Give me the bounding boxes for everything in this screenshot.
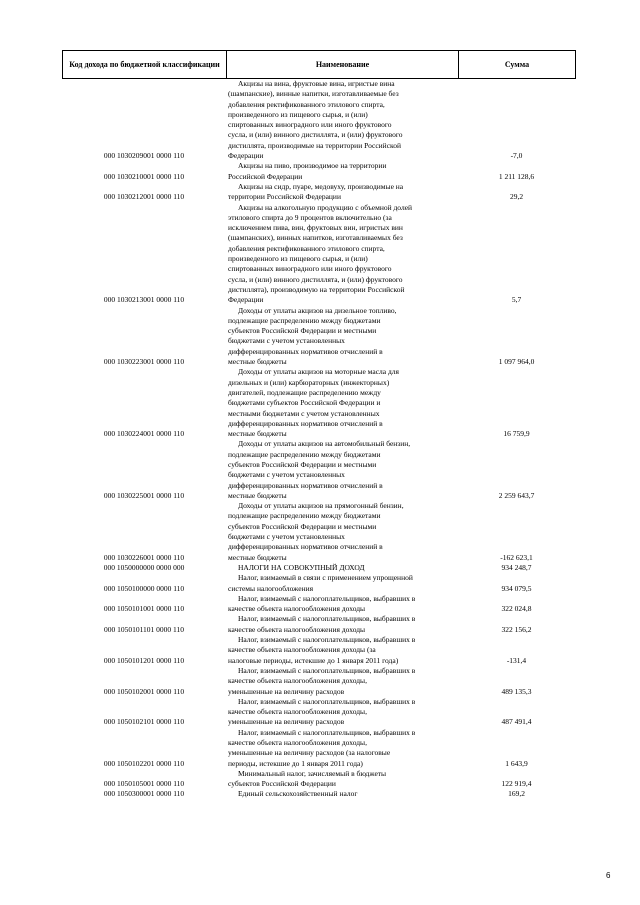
row-name-line: местные бюджеты — [228, 490, 287, 500]
row-name-line: подлежащие распределению между бюджетами — [228, 511, 381, 521]
row-name-line: качестве объекта налогообложения доходы, — [228, 676, 367, 686]
row-name-line: Налог, взимаемый с налогоплательщиков, выбравших в — [238, 614, 416, 624]
row-name-line: дизельных и (или) карбюраторных (инжекторных) — [228, 377, 390, 387]
row-name-line: качестве объекта налогообложения доходы, — [228, 707, 367, 717]
row-name — [226, 573, 458, 594]
row-name-line: территории Российской Федерации — [228, 192, 341, 202]
table-row — [62, 367, 575, 439]
row-code: 000 1050101201 0000 110 — [103, 655, 185, 665]
row-code: 000 1050000000 0000 000 — [103, 562, 185, 572]
table-row — [62, 614, 575, 635]
row-code: 000 1030223001 0000 110 — [103, 357, 185, 367]
row-sum: 489 135,3 — [501, 686, 532, 696]
row-name-line: Налог, взимаемый с налогоплательщиков, выбравших в — [238, 665, 416, 675]
row-sum: 5,7 — [511, 295, 522, 305]
row-sum: 16 759,9 — [503, 429, 530, 439]
table-header — [62, 50, 576, 79]
row-name-line: НАЛОГИ НА СОВОКУПНЫЙ ДОХОД — [238, 562, 365, 572]
row-name-line: уменьшенные на величину расходов (за налоговые — [228, 748, 391, 758]
table-row — [62, 594, 575, 615]
row-name-line: качестве объекта налогообложения доходы, — [228, 738, 367, 747]
row-name-line: Акцизы на алкогольную продукцию с объемной долей — [238, 202, 413, 212]
row-name-line: Доходы от уплаты акцизов на дизельное топливо, — [238, 305, 397, 315]
table-row — [62, 573, 575, 594]
table-row — [62, 501, 575, 563]
row-name-line: этилового спирта до 9 процентов включительно (за — [228, 212, 392, 222]
row-name-line: бюджетами с учетом установленных — [228, 470, 345, 480]
row-name — [226, 161, 458, 182]
row-code: 000 1050102001 0000 110 — [103, 686, 185, 696]
row-name-line: уменьшенные на величину расходов — [228, 717, 345, 727]
row-name-line: бюджетами субъектов Российской Федерации и — [228, 398, 381, 408]
table-row — [62, 769, 575, 790]
table-row — [62, 182, 575, 203]
row-name-line: качестве объекта налогообложения доходы — [228, 624, 366, 634]
row-code: 000 1030210001 0000 110 — [103, 171, 185, 181]
row-sum: -7,0 — [510, 151, 523, 161]
row-name-line: дистиллята), производимую на территории Российской — [228, 284, 405, 294]
row-name-line: произведенного из пищевого сырья, и (или) — [228, 254, 368, 264]
row-name-line: добавления ректификованного этилового спирта, — [228, 99, 385, 109]
row-name-line: Акцизы на сидр, пуаре, медовуху, производимые на — [238, 181, 404, 191]
row-sum: 1 211 128,6 — [498, 171, 535, 181]
row-name — [226, 563, 458, 573]
row-name-line: налоговые периоды, истекшие до 1 января 2011 года) — [228, 655, 399, 665]
row-name-line: Доходы от уплаты акцизов на прямогонный бензин, — [238, 501, 404, 511]
row-code: 000 1050300001 0000 110 — [103, 789, 185, 799]
table-row — [62, 563, 575, 573]
row-name-line: подлежащие распределению между бюджетами — [228, 315, 381, 325]
row-sum: 169,2 — [508, 789, 525, 799]
row-name-line: качестве объекта налогообложения доходы (за — [228, 645, 376, 655]
row-code: 000 1030212001 0000 110 — [103, 192, 185, 202]
table-row — [62, 697, 575, 728]
row-name-line: Акцизы на вина, фруктовые вина, игристые вина — [238, 79, 395, 88]
row-name-line: подлежащие распределению между бюджетами — [228, 449, 381, 459]
row-name — [226, 594, 458, 615]
row-name-line: местные бюджеты — [228, 552, 287, 562]
row-name — [226, 79, 458, 161]
row-name-line: Доходы от уплаты акцизов на моторные масла для — [238, 367, 399, 377]
row-code: 000 1050102201 0000 110 — [103, 758, 185, 768]
row-sum: 122 919,4 — [501, 779, 532, 789]
row-code: 000 1050105001 0000 110 — [103, 779, 185, 789]
row-code: 000 1030213001 0000 110 — [103, 295, 185, 305]
table-row — [62, 635, 575, 666]
row-name-line: системы налогообложения — [228, 583, 314, 593]
table-body — [62, 79, 575, 800]
row-sum: 1 643,9 — [505, 758, 528, 768]
row-name — [226, 769, 458, 790]
document-page — [62, 50, 575, 800]
row-name-line: Доходы от уплаты акцизов на автомобильный бензин, — [238, 439, 411, 449]
row-name-line: субъектов Российской Федерации — [228, 779, 336, 789]
row-name-line: Минимальный налог, зачисляемый в бюджеты — [238, 768, 387, 778]
table-row — [62, 161, 575, 182]
header-name: Наименование — [227, 51, 459, 79]
row-sum: -131,4 — [506, 655, 527, 665]
row-name — [226, 635, 458, 666]
table-row — [62, 789, 575, 799]
row-code: 000 1050101101 0000 110 — [103, 624, 185, 634]
row-name — [226, 614, 458, 635]
row-name-line: исключением пива, вин, фруктовых вин, игристых вин — [228, 223, 403, 233]
row-name-line: бюджетами с учетом установленных — [228, 336, 345, 346]
row-name-line: дифференцированных нормативов отчислений в — [228, 418, 383, 428]
row-name-line: Налог, взимаемый в связи с применением упрощенной — [238, 573, 413, 583]
table-row — [62, 79, 575, 161]
row-name — [226, 697, 458, 728]
header-code: Код дохода по бюджетной классификации — [63, 51, 227, 79]
row-name-line: сусла, и (или) винного дистиллята, и (или) фруктового — [228, 130, 403, 140]
row-name-line: двигателей, подлежащие распределению между — [228, 387, 381, 397]
row-sum: 2 259 643,7 — [498, 490, 535, 500]
row-code: 000 1050100000 0000 110 — [103, 583, 185, 593]
row-sum: 1 097 964,0 — [498, 357, 535, 367]
row-name-line: дифференцированных нормативов отчислений в — [228, 542, 383, 552]
row-name — [226, 367, 458, 439]
row-name-line: Федерации — [228, 295, 264, 305]
row-name-line: Налог, взимаемый с налогоплательщиков, выбравших в — [238, 635, 416, 645]
row-name — [226, 728, 458, 769]
row-name-line: дифференцированных нормативов отчислений в — [228, 480, 383, 490]
row-name-line: Налог, взимаемый с налогоплательщиков, выбравших в — [238, 696, 416, 706]
header-sum: Сумма — [459, 51, 576, 79]
row-name-line: дифференцированных нормативов отчислений в — [228, 346, 383, 356]
row-sum: 322 156,2 — [501, 624, 532, 634]
row-name-line: (шампанские), винные напитки, изготавливаемые без — [228, 89, 399, 99]
row-code: 000 1030224001 0000 110 — [103, 429, 185, 439]
row-sum: 934 248,7 — [501, 562, 532, 572]
table-row — [62, 666, 575, 697]
row-name-line: периоды, истекшие до 1 января 2011 года) — [228, 758, 363, 768]
table-row — [62, 728, 575, 769]
table-row — [62, 203, 575, 306]
row-name-line: Российской Федерации — [228, 171, 303, 181]
row-name-line: (шампанских), винных напитков, изготавливаемых без — [228, 233, 403, 243]
row-name — [226, 789, 458, 799]
row-name-line: Федерации — [228, 151, 264, 161]
row-sum: 29,2 — [509, 192, 524, 202]
row-name — [226, 439, 458, 501]
row-name-line: субъектов Российской Федерации и местными — [228, 521, 377, 531]
row-name-line: спиртованных виноградного или иного фруктового — [228, 120, 392, 130]
row-sum: -162 623,1 — [500, 552, 533, 562]
row-name-line: субъектов Российской Федерации и местными — [228, 326, 377, 336]
row-sum: 487 491,4 — [501, 717, 532, 727]
row-code: 000 1030209001 0000 110 — [103, 151, 185, 161]
row-name-line: Единый сельскохозяйственный налог — [238, 789, 358, 799]
row-name-line: уменьшенные на величину расходов — [228, 686, 345, 696]
row-name-line: Налог, взимаемый с налогоплательщиков, выбравших в — [238, 593, 416, 603]
row-name-line: добавления ректификованного этилового спирта, — [228, 243, 385, 253]
row-name — [226, 182, 458, 203]
row-name-line: Акцизы на пиво, производимое на территории — [238, 161, 387, 171]
row-name-line: местные бюджеты — [228, 357, 287, 367]
row-name-line: субъектов Российской Федерации и местными — [228, 459, 377, 469]
row-sum: 322 024,8 — [501, 604, 532, 614]
row-name-line: спиртованных виноградного или иного фруктового — [228, 264, 392, 274]
row-code: 000 1030225001 0000 110 — [103, 490, 185, 500]
row-name-line: бюджетами с учетом установленных — [228, 532, 345, 542]
row-name-line: Налог, взимаемый с налогоплательщиков, выбравших в — [238, 727, 416, 737]
row-name-line: произведенного из пищевого сырья, и (или) — [228, 109, 368, 119]
row-name-line: дистиллята, производимые на территории Российской — [228, 140, 402, 150]
row-name — [226, 306, 458, 368]
row-name-line: местные бюджеты — [228, 429, 287, 439]
row-code: 000 1030226001 0000 110 — [103, 552, 185, 562]
row-name — [226, 501, 458, 563]
row-name — [226, 203, 458, 306]
row-name-line: качестве объекта налогообложения доходы — [228, 604, 366, 614]
row-name — [226, 666, 458, 697]
row-name-line: местными бюджетами с учетом установленных — [228, 408, 380, 418]
row-code: 000 1050102101 0000 110 — [103, 717, 185, 727]
table-row — [62, 306, 575, 368]
page-number: 6 — [606, 871, 611, 880]
table-row — [62, 439, 575, 501]
row-sum: 934 079,5 — [501, 583, 532, 593]
row-code: 000 1050101001 0000 110 — [103, 604, 185, 614]
row-name-line: сусла, и (или) винного дистиллята, и (или) фруктового — [228, 274, 403, 284]
